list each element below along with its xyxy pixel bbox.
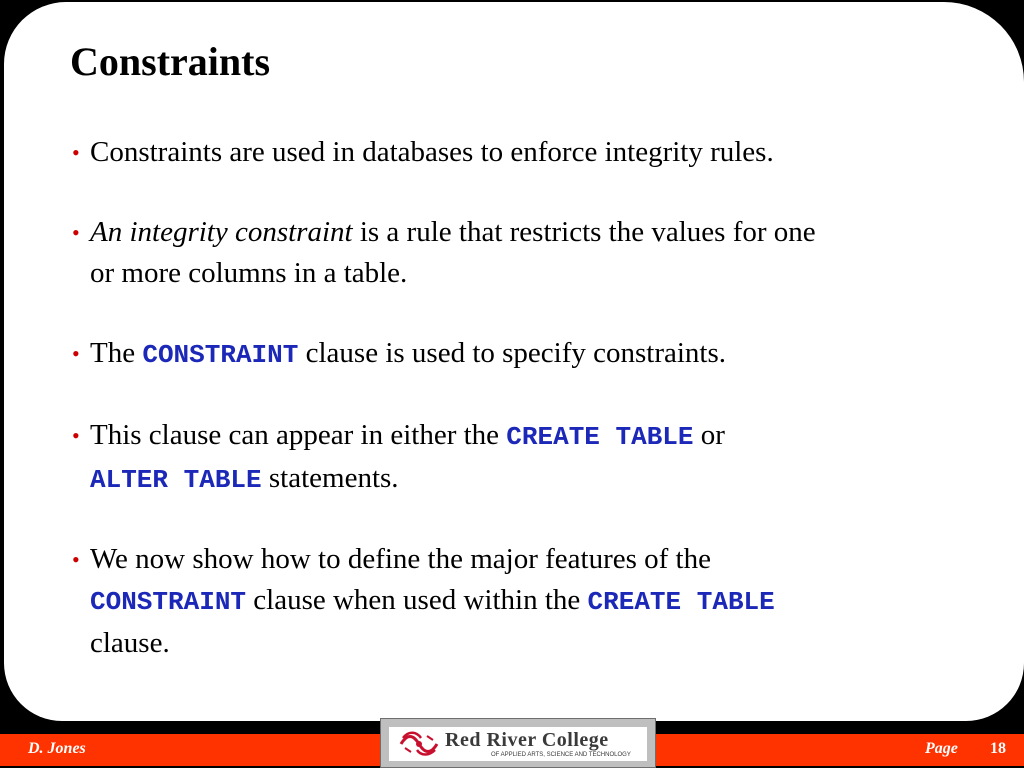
- bullet-marker: •: [72, 547, 80, 572]
- italic-term: An integrity constraint: [90, 216, 353, 248]
- logo-name: Red River College: [445, 729, 609, 751]
- sql-keyword: CONSTRAINT: [90, 587, 247, 617]
- sql-keyword: CREATE TABLE: [506, 422, 694, 452]
- bullet-text-segment: clause is used to specify constraints.: [298, 337, 727, 369]
- logo-plate: [389, 727, 647, 761]
- slide-title: Constraints: [70, 39, 271, 84]
- bullet-text-segment: The: [90, 337, 143, 369]
- logo-subtitle: OF APPLIED ARTS, SCIENCE AND TECHNOLOGY: [491, 752, 631, 758]
- bullet-text: [90, 333, 972, 376]
- footer-page-number: 18: [990, 740, 1006, 757]
- bullet-text-segment: clause when used within the: [246, 584, 588, 616]
- bullet-marker: •: [72, 423, 80, 448]
- bullet-text-segment: clause.: [90, 627, 170, 659]
- bullet-text-segment: or more columns in a table.: [90, 257, 408, 289]
- bullet-text-segment: or: [693, 419, 725, 451]
- sql-keyword: CREATE TABLE: [587, 587, 775, 617]
- bullet-text: [90, 212, 972, 294]
- bullet-text: [90, 415, 972, 501]
- bullet-marker: •: [72, 220, 80, 245]
- bullet-marker: •: [72, 140, 80, 165]
- bullet-text-segment: statements.: [261, 462, 399, 494]
- bullet-marker: •: [72, 341, 80, 366]
- footer-page-label: Page: [925, 740, 958, 757]
- college-logo: [380, 718, 656, 768]
- red-river-college-emblem-icon: [399, 730, 439, 758]
- sql-keyword: CONSTRAINT: [142, 340, 299, 370]
- bullet-2: [72, 212, 972, 294]
- bullet-4: [72, 415, 972, 501]
- bullet-text-segment: is a rule that restricts the values for one: [352, 216, 816, 248]
- bullet-3: [72, 333, 972, 376]
- bullet-text-segment: We now show how to define the major features of the: [90, 543, 711, 575]
- bullet-text-segment: This clause can appear in either the: [90, 419, 507, 451]
- footer-author: D. Jones: [28, 740, 86, 757]
- bullet-text: Constraints are used in databases to enforce integrity rules.: [90, 136, 774, 168]
- bullet-5: [72, 539, 972, 664]
- sql-keyword: ALTER TABLE: [90, 465, 262, 495]
- bullet-text: [90, 539, 972, 664]
- bullet-1: [72, 132, 972, 173]
